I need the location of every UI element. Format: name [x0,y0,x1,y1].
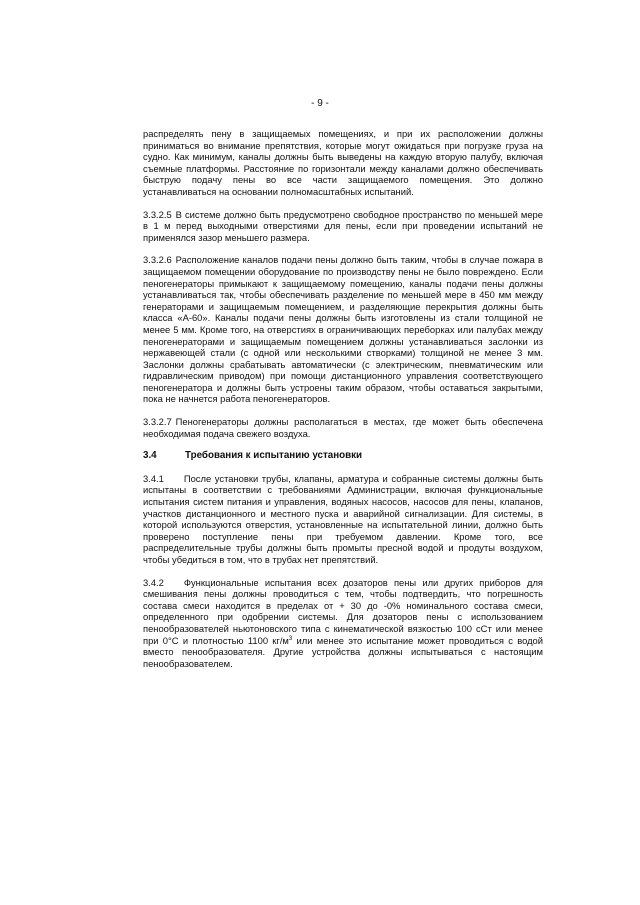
paragraph-3-3-2-5 [143,209,543,244]
document-body [143,128,543,680]
paragraph-number: 3.3.2.5 [143,208,172,220]
paragraph-text: распределять пену в защищаемых помещениях, и при их расположении должны приниматься во внимание препятствия, которые могут ожидаться при погрузке груза на судно. Как минимум, каналы должны быть выведены на каждую вторую палубу, включая съемные платформы. Расстояние по горизонтали между каналами должно обеспечивать быструю подачу пены во все части защищаемого помещения. Это должно устанавливаться на основании полномасштабных испытаний. [143,128,543,197]
paragraph-number: 3.4.1 [143,472,164,484]
paragraph-3-3-2-7 [143,416,543,439]
paragraph-3-4-1 [143,473,543,566]
paragraph-text: Пеногенераторы должны располагаться в местах, где может быть обеспечена необходимая подача свежего воздуха. [143,416,543,439]
page-number: - 9 - [311,98,329,109]
superscript: 3 [288,635,293,642]
paragraph-text: Расположение каналов подачи пены должно быть таким, чтобы в случае пожара в защищаемом помещении оборудование по производству пены не было повреждено. Если пеногенераторы примыкают к защищаемому помещению, каналы подачи пены должны устанавливаться так, чтобы обеспечивать разделение по меньшей мере в 450 мм между генераторами и защищаемым помещением, и разделяющие перекрытия должны быть класса «А-60». Каналы подачи пены должны быть изготовлены из стали толщиной не менее 5 мм. Кроме того, на отверстиях в ограничивающих переборках или палубах между пеногенераторами и защищаемым помещением должны устанавливаться заслонки из нержавеющей стали (с одной или несколькими створками) толщиной не менее 3 мм. Заслонки должны срабатывать автоматически (с электрическим, пневматическим или гидравлическим приводом) при помощи дистанционного управления соответствующего пеногенератора и должны быть устроены таким образом, чтобы оставаться закрытыми, пока не начнется работа пеногенераторов. [143,254,543,405]
paragraph-number: 3.3.2.6 [143,254,172,266]
paragraph-text: Функциональные испытания всех дозаторов пены или других приборов для смешивания пены должны проводиться с тем, чтобы подтвердить, что погрешность состава смеси находится в пределах от + 30 до -0% номинального состава смеси, определенного при одобрении системы. Для дозаторов пены с использованием пенообразователей ньютоновского типа с кинематической вязкостью 100 сСт или менее при 0°С и плотностью 1100 кг/м [143,576,543,646]
paragraph-continuation [143,128,543,198]
section-heading [143,450,543,462]
section-number: 3.4 [143,450,157,462]
paragraph-text-continued: или менее это испытание может проводиться с водой вместо пенообразователя. Другие устройства должны испытываться с настоящим пенообразователем. [143,634,544,669]
paragraph-3-4-2 [143,577,543,670]
paragraph-text: После установки трубы, клапаны, арматура и собранные системы должны быть испытаны в соответствии с требованиями Администрации, включая функциональные испытания систем питания и управления, водяных насосов, насосов для пены, клапанов, участков дистанционного и местного пуска и аварийной сигнализации. Для системы, в которой используются отверстия, установленные на испытательной линии, должно быть проверено поступление пены при требуемом давлении. Кроме того, все распределительные трубы должны быть промыты пресной водой и продуты воздухом, чтобы убедиться в том, что в трубах нет препятствий. [143,472,543,565]
paragraph-number: 3.4.2 [143,576,164,588]
paragraph-text: В системе должно быть предусмотрено свободное пространство по меньшей мере в 1 м перед выходными отверстиями для пены, если при проведении испытаний не применялся зазор меньшего размера. [143,208,543,243]
section-title: Требования к испытанию установки [185,450,363,462]
paragraph-3-3-2-6 [143,254,543,405]
paragraph-number: 3.3.2.7 [143,416,172,428]
